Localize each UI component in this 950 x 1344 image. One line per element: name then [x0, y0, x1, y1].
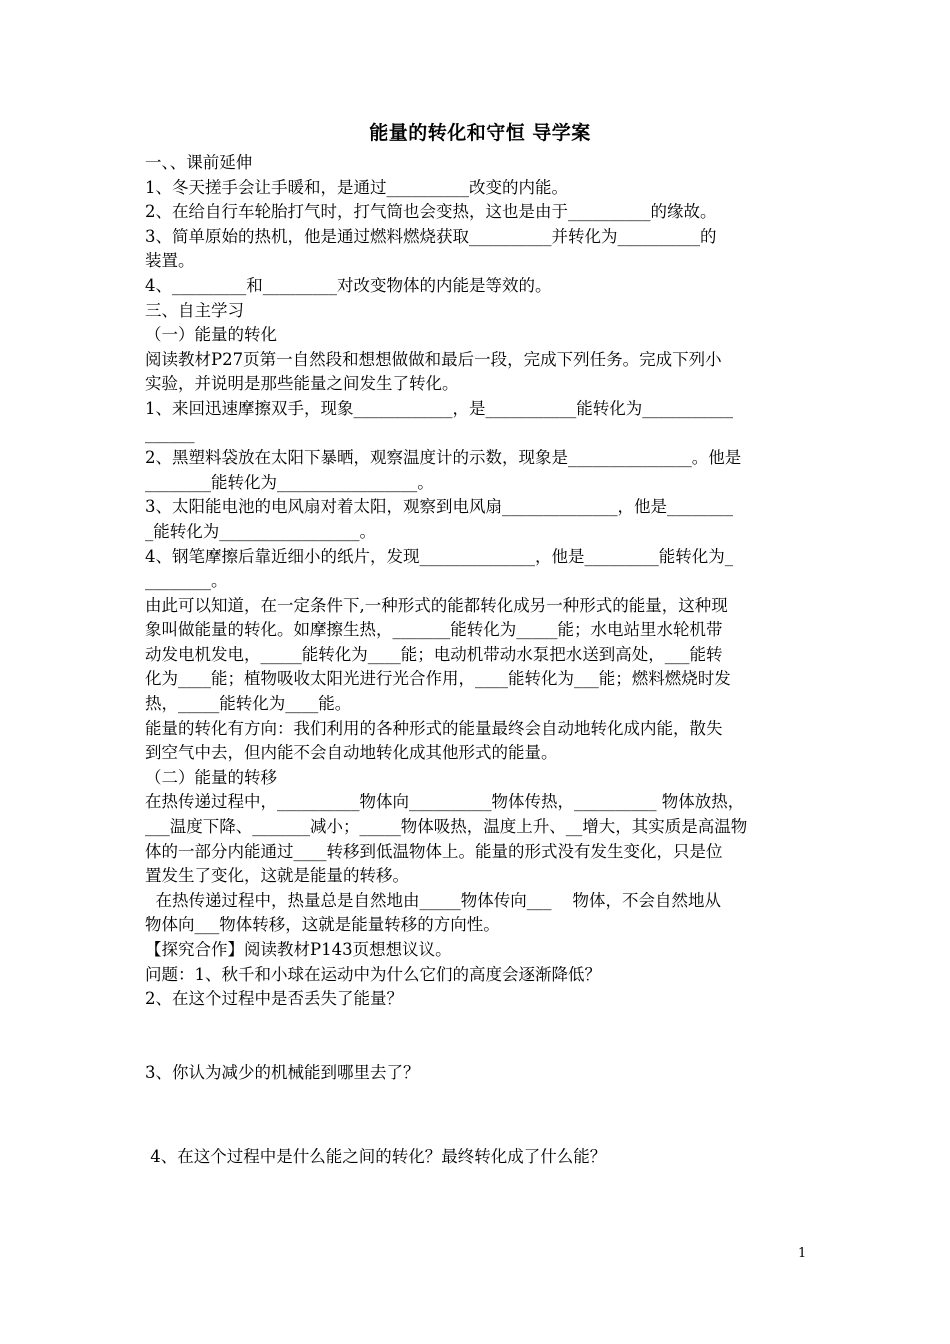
text-line: 到空气中去，但内能不会自动地转化成其他形式的能量。	[145, 743, 558, 763]
text-line: 物体向___物体转移，这就是能量转移的方向性。	[145, 915, 500, 935]
text-line: _能转化为_________________。	[145, 521, 376, 541]
text-line: 问题：1、秋千和小球在运动中为什么它们的高度会逐渐降低？	[145, 964, 601, 984]
content-lines	[145, 151, 815, 1012]
text-line: 4、_________和_________对改变物体的内能是等效的。	[145, 275, 552, 295]
text-line: 体的一部分内能通过____转移到低温物体上。能量的形式没有发生变化，只是位	[145, 841, 723, 861]
text-line: ________能转化为_________________。	[145, 472, 434, 492]
page-number: 1	[798, 1246, 807, 1261]
page-title: 能量的转化和守恒 导学案	[369, 122, 591, 144]
text-line: 2、在给自行车轮胎打气时，打气筒也会变热，这也是由于__________的缘故。	[145, 202, 717, 222]
text-line: 装置。	[145, 251, 195, 271]
answer-space	[145, 1085, 815, 1145]
text-line: 2、黑塑料袋放在太阳下暴晒，观察温度计的示数，现象是_______________。他是	[145, 448, 742, 468]
text-line: （一）能量的转化	[145, 325, 277, 345]
text-line: 1、来回迅速摩擦双手，现象____________，是___________能转化为___________	[145, 398, 733, 418]
text-line: 实验，并说明是那些能量之间发生了转化。	[145, 374, 459, 394]
text-line: 4、钢笔摩擦后靠近细小的纸片，发现______________，他是_________能转化为_	[145, 546, 733, 566]
text-line: 一、、课前延伸	[145, 153, 253, 172]
text-line: ______	[145, 423, 195, 443]
text-line: 在热传递过程中，__________物体向__________物体传热，__________ 物体放热，	[145, 792, 745, 812]
text-line: 热，_____能转化为____能。	[145, 694, 352, 714]
text-line: （二）能量的转移	[145, 767, 277, 787]
text-line: 【探究合作】阅读教材P143页想想议议。	[145, 940, 452, 959]
text-line: 阅读教材P27页第一自然段和想想做做和最后一段，完成下列任务。完成下列小	[145, 349, 722, 369]
text-line: 能量的转化有方向：我们利用的各种形式的能量最终会自动地转化成内能，散失	[145, 718, 723, 738]
text-line: 化为____能；植物吸收太阳光进行光合作用，____能转化为___能；燃料燃烧时发	[145, 669, 731, 689]
text-line: 1、冬天搓手会让手暖和，是通过__________改变的内能。	[145, 177, 568, 197]
answer-space	[145, 1012, 815, 1061]
text-line: 由此可以知道，在一定条件下,一种形式的能都转化成另一种形式的能量，这种现	[145, 595, 728, 615]
text-line: 2、在这个过程中是否丢失了能量？	[145, 989, 403, 1009]
question-4: 4、在这个过程中是什么能之间的转化？最终转化成了什么能？	[145, 1147, 607, 1167]
text-line: ___温度下降、_______减小；_____物体吸热，温度上升、__增大，其实质是高温物	[145, 817, 748, 837]
document-body	[145, 118, 815, 1170]
question-3: 3、你认为减少的机械能到哪里去了？	[145, 1062, 420, 1082]
text-line: 在热传递过程中，热量总是自然地由_____物体传向___ 物体，不会自然地从	[145, 890, 721, 910]
text-line: 3、简单原始的热机，他是通过燃料燃烧获取__________并转化为__________的	[145, 226, 717, 246]
text-line: 动发电机发电，_____能转化为____能；电动机带动水泵把水送到高处，___能转	[145, 644, 723, 664]
text-line: 3、太阳能电池的电风扇对着太阳，观察到电风扇______________，他是________	[145, 497, 733, 517]
text-line: 三、自主学习	[145, 300, 244, 320]
text-line: 象叫做能量的转化。如摩擦生热，_______能转化为_____能；水电站里水轮机带	[145, 620, 723, 640]
text-line: 置发生了变化，这就是能量的转移。	[145, 866, 409, 886]
text-line: ________。	[145, 571, 228, 591]
